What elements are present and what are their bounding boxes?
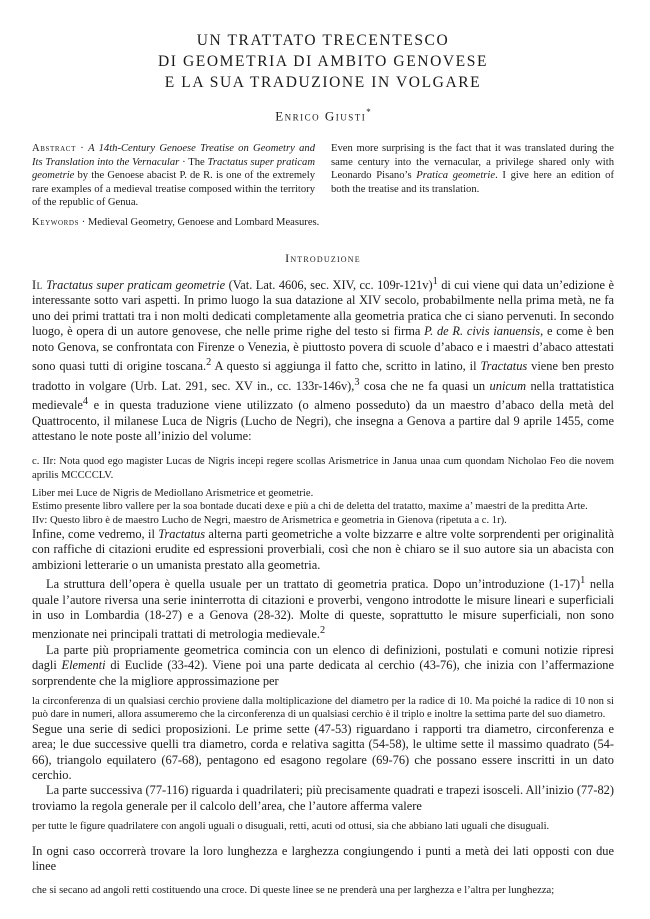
abstract-text-4: . I give here an edition of both the treatise and its translation.	[331, 170, 614, 195]
footnote-ref[interactable]: 1	[580, 575, 586, 587]
abstract-english-title: A 14th-Century Genoese Treatise on Geometry and Its Translation into the Vernacular	[32, 143, 315, 168]
text-run: (Vat. Lat. 4606, sec. XIV, cc. 109r-121v)	[225, 277, 433, 292]
text-run: Infine, come vedremo, il	[32, 526, 159, 541]
title-line-1: UN TRATTATO TRECENTESCO	[196, 32, 450, 49]
text-run: alterna parti geometriche a volte bizzarre e altre volte sorprendenti per originalità con raffiche di citazioni erudite ed espressioni proverbiali, così che non è chiaro se il suo autore sia un abacista con ambizioni letterarie o un umanista prestato alla geometria.	[32, 526, 614, 572]
abstract-separator: ·	[75, 143, 89, 155]
abstract-pratica-title: Pratica geometrie	[416, 170, 496, 182]
tractatus-title: Tractatus	[480, 359, 528, 374]
text-run: , e come è ben noto Genova, se confrontata con Firenze o Venezia, è piuttosto povera di scuole d’abaco e i maestri d’abaco attestati sono quasi tutti di origine toscana.	[32, 324, 614, 374]
abstract-separator-2: ·	[179, 156, 189, 168]
quote-line: Estimo presente libro vallere per la soa bontade ducati dexe e più a chi de deletta del tratatto, maxime a’ maestri de la preditta Arte.	[32, 501, 588, 513]
text-run: viene ben presto tradotto in volgare (Urb. Lat. 291, sec. XV in., cc. 133r-146v),	[32, 359, 614, 393]
paragraph-5: Segue una serie di sedici proposizioni. Le prime sette (47-53) riguardano i rapporti tra diametro, circonferenza e area; le due successive quelli tra diametro, corda e relativa sagitta (54-58), le ultime sette il massimo quadrato (54-66), triangolo equilatero (67-68), pentagono ed esagono regolare (69-76) che possano essere inscritti in un dato cerchio.	[32, 721, 614, 782]
keywords-text: Medieval Geometry, Genoese and Lombard Measures.	[87, 216, 320, 228]
paragraph-1-lead: Il	[32, 277, 43, 292]
paragraph-2	[32, 527, 614, 573]
text-run: nella trattatistica medievale	[32, 378, 614, 413]
footnote-ref[interactable]: 1	[432, 275, 438, 287]
abstract-text-3: Even more surprising is the fact that it was translated during the same century into the vernacular, a privilege shared only with Leonardo Pisano’s	[331, 143, 614, 182]
quote-block-3: per tutte le figure quadrilatere con angoli uguali o disuguali, retti, acuti od ottusi, sia che abbiano lati uguali che disuguali.	[32, 821, 550, 833]
text-run: nella quale l’autore riversa una serie ininterrotta di citazioni e proverbi, vengono introdotte le misure lineari e superficiali in uso in Lombardia (18-27) e a Genova (28-32). Molte di queste, soprattutto le misure superficiali, non sono menzionate nei principali trattati di metrologia medievale.	[32, 577, 614, 642]
text-run: di cui viene qui data un’edizione è interessante sotto vari aspetti. In primo luogo la sua datazione al XIV secolo, probabilmente nella prima metà, ne fa uno dei primi trattati tra i non molti dedicati completamente alla geometria pratica che ci siano pervenuti. In secondo luogo, è opera di un autore genovese, che nelle prime righe del testo si firma	[32, 277, 615, 339]
abstract-column-1	[32, 142, 315, 210]
abstract-text-1: The	[188, 156, 208, 168]
paragraph-6: La parte successiva (77-116) riguarda i quadrilateri; più precisamente quadrati e trapezi isosceli. All’inizio (77-82) troviamo la regola generale per il calcolo dell’area, che l’autore afferma valere	[32, 783, 614, 813]
author-name	[32, 107, 614, 124]
author-text: Enrico Giusti	[275, 108, 367, 124]
abstract-label: Abstract	[32, 143, 76, 155]
text-run: A questo si aggiunga il fatto che, scritto in latino, il	[211, 359, 481, 374]
quote-block-5: che si secano ad angoli retti costituendo una croce. Di queste linee se ne prenderà una per larghezza e l’altra per lunghezza;	[32, 885, 555, 897]
quote-line: IIv: Questo libro è de maestro Lucho de Negri, maestro de Arismetrica e geometria in Gienova (ripetuta a c. 1r).	[32, 514, 507, 526]
author-signature: P. de R. civis ianuensis	[424, 324, 541, 339]
unicum-term: unicum	[489, 378, 527, 393]
keywords-separator: ·	[79, 216, 88, 228]
abstract-column-2	[331, 142, 614, 210]
quote-block-1	[32, 455, 614, 526]
title-line-2: DI GEOMETRIA DI AMBITO GENOVESE	[157, 53, 489, 70]
abstract-text-2: by the Genoese abacist P. de R. is one of the extremely rare examples of a medieval treatise composed within the territory of the republic of Genua.	[32, 170, 315, 209]
tractatus-title: Tractatus	[158, 526, 206, 541]
footnote-ref[interactable]: 2	[319, 625, 326, 637]
abstract	[32, 142, 614, 210]
quote-line: Liber mei Luce de Nigris de Mediollano Arismetrice et geometrie.	[32, 487, 314, 499]
quote-line: c. IIr: Nota quod ego magister Lucas de Nigris incepi regere scollas Arismetrice in Janua unaa cum quondam Nicholao Feo die novem aprilis MCCCCLV.	[32, 456, 614, 481]
paragraph-1	[32, 274, 614, 445]
text-run: di Euclide (33-42). Viene poi una parte dedicata al cerchio (43-76), che inizia con l’affermazione sorprendente che la migliore approssimazione per	[32, 658, 614, 688]
paragraph-3	[32, 573, 614, 643]
tractatus-title: Tractatus super praticam geometrie	[46, 277, 226, 292]
footnote-ref[interactable]: 2	[206, 356, 212, 368]
article-title	[32, 30, 614, 93]
text-run: La struttura dell’opera è quella usuale per un trattato di geometria pratica. Dopo un’introduzione (1-17)	[46, 577, 581, 592]
elementi-title: Elementi	[61, 658, 106, 673]
footnote-ref[interactable]: 4	[82, 396, 89, 408]
section-heading: Introduzione	[285, 250, 361, 265]
text-run: e in questa traduzione viene utilizzato (o almeno posseduto) da un maestro d’abaco della metà del Quattrocento, il milanese Luca de Nigris (Lucho de Negri), che insegna a Genova a partire dal 9 aprile 1455, come attestano le note poste all’inizio del volume:	[32, 398, 614, 443]
footnote-ref[interactable]: 3	[354, 376, 360, 388]
text-run: La parte più propriamente geometrica comincia con un elenco di definizioni, postulati e comuni notizie ripresi dagli	[32, 642, 614, 673]
paragraph-4	[32, 643, 614, 689]
abstract-tractatus-title: Tractatus super praticam geometrie	[32, 156, 315, 182]
keywords	[32, 216, 614, 229]
author-footnote-mark: *	[366, 107, 371, 117]
quote-block-2: la circonferenza di un qualsiasi cerchio proviene dalla moltiplicazione del diametro per la radice di 10. Ma poiché la radice di 10 non si può dare in numeri, allora assumeremo che la circonferenza di un qualsiasi cerchio è il triplo e inoltre la settima parte del suo diametro.	[32, 696, 614, 721]
quote-block-4: In ogni caso occorrerà trovare la loro lunghezza e larghezza congiungendo i punti a metà dei lati opposti con due linee	[32, 843, 614, 873]
article-page	[32, 30, 614, 898]
title-line-3: E LA SUA TRADUZIONE IN VOLGARE	[164, 74, 482, 91]
text-run: cosa che ne fa quasi un	[359, 378, 490, 393]
keywords-label: Keywords	[32, 216, 80, 228]
